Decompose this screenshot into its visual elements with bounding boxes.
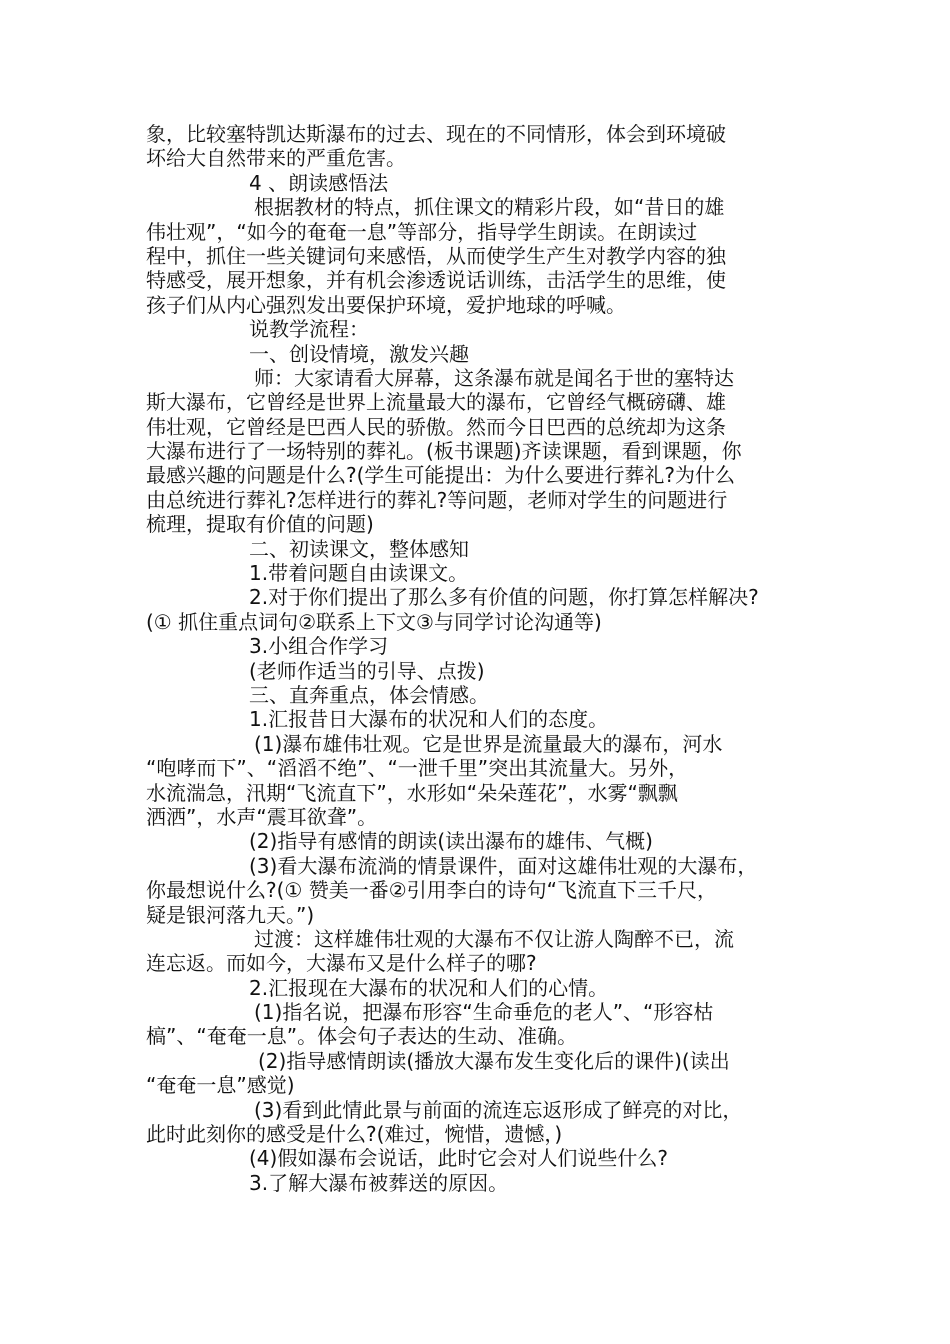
- text-line: 你最想说什么?(① 赞美一番②引用李白的诗句“飞流直下三千尺，: [146, 878, 717, 903]
- list-item: (2)指导感情朗读(播放大瀑布发生变化后的课件)(读出: [258, 1048, 730, 1073]
- section-heading: 三、直奔重点，体会情感。: [249, 682, 489, 707]
- text-line: 此时此刻你的感受是什么?(难过，惋惜，遗憾，): [146, 1122, 563, 1147]
- list-item: (1)指名说，把瀑布形容“生命垂危的老人”、“形容枯: [254, 1000, 714, 1025]
- text-line: 槁”、“奄奄一息”。体会句子表达的生动、准确。: [146, 1024, 578, 1049]
- text-line: 水流湍急，汛期“飞流直下”，水形如“朵朵莲花”，水雾“飘飘: [146, 780, 678, 805]
- text-line: 过渡：这样雄伟壮观的大瀑布不仅让游人陶醉不已，流: [254, 926, 734, 951]
- list-item: (4)假如瀑布会说话，此时它会对人们说些什么?: [249, 1146, 668, 1171]
- text-line: 坏给大自然带来的严重危害。: [146, 146, 406, 171]
- text-line: 大瀑布进行了一场特别的葬礼。(板书课题)齐读课题，看到课题，你: [146, 439, 742, 464]
- list-item: 3.小组合作学习: [249, 634, 389, 659]
- text-line: 师：大家请看大屏幕，这条瀑布就是闻名于世的塞特达: [254, 365, 734, 390]
- list-item: (3)看到此情此景与前面的流连忘返形成了鲜亮的对比，: [254, 1097, 743, 1122]
- text-line: 特感受，展开想象，并有机会渗透说话训练，击活学生的思维，使: [146, 268, 726, 293]
- list-item: (2)指导有感情的朗读(读出瀑布的雄伟、气概): [249, 829, 653, 854]
- text-line: 梳理，提取有价值的问题): [146, 512, 374, 537]
- list-item: (1)瀑布雄伟壮观。它是世界是流量最大的瀑布，河水: [254, 731, 723, 756]
- body-text: [146, 122, 812, 1195]
- section-heading: 说教学流程：: [249, 317, 369, 342]
- text-line: “咆哮而下”、“滔滔不绝”、“一泄千里”突出其流量大。另外，: [146, 756, 689, 781]
- text-line: 伟壮观，它曾经是巴西人民的骄傲。然而今日巴西的总统却为这条: [146, 414, 726, 439]
- list-item: 3.了解大瀑布被葬送的原因。: [249, 1170, 509, 1195]
- section-heading: 二、初读课文，整体感知: [249, 536, 469, 561]
- text-line: (老师作适当的引导、点拨): [249, 658, 485, 683]
- text-line: 斯大瀑布，它曾经是世界上流量最大的瀑布，它曾经气概磅礴、雄: [146, 390, 726, 415]
- text-line: 由总统进行葬礼?怎样进行的葬礼?等问题，老师对学生的问题进行: [146, 487, 728, 512]
- list-item: 1.带着问题自由读课文。: [249, 561, 469, 586]
- text-line: 伟壮观”，“如今的奄奄一息”等部分，指导学生朗读。在朗读过: [146, 219, 698, 244]
- text-line: 程中，抓住一些关键词句来感悟，从而使学生产生对教学内容的独: [146, 243, 726, 268]
- text-line: 象，比较塞特凯达斯瀑布的过去、现在的不同情形，体会到环境破: [146, 122, 726, 146]
- section-heading: 4 、朗读感悟法: [249, 170, 389, 195]
- text-line: 疑是银河落九天。”): [146, 902, 315, 927]
- list-item: 2.对于你们提出了那么多有价值的问题，你打算怎样解决?: [249, 585, 759, 610]
- text-line: 孩子们从内心强烈发出要保护环境，爱护地球的呼喊。: [146, 292, 626, 317]
- text-line: 连忘返。而如今，大瀑布又是什么样子的哪?: [146, 951, 537, 976]
- section-heading: 一、创设情境，激发兴趣: [249, 341, 469, 366]
- text-line: 最感兴趣的问题是什么?(学生可能提出：为什么要进行葬礼?为什么: [146, 463, 736, 488]
- text-line: 洒洒”，水声“震耳欲聋”。: [146, 804, 378, 829]
- text-line: 根据教材的特点，抓住课文的精彩片段，如“昔日的雄: [254, 195, 725, 220]
- text-line: “奄奄一息”感觉): [146, 1073, 295, 1098]
- text-line: (① 抓住重点词句②联系上下文③与同学讨论沟通等): [146, 609, 602, 634]
- list-item: (3)看大瀑布流淌的情景课件，面对这雄伟壮观的大瀑布，: [249, 853, 758, 878]
- list-item: 1.汇报昔日大瀑布的状况和人们的态度。: [249, 707, 609, 732]
- list-item: 2.汇报现在大瀑布的状况和人们的心情。: [249, 975, 609, 1000]
